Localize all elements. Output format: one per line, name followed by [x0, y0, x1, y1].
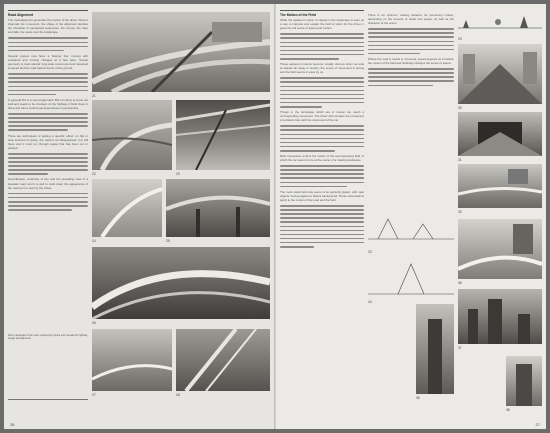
photo-bridge-structure — [176, 100, 270, 170]
paragraph: Where the road is roofed or screened, speed appears as a hazard; the motion of the field and buildings changes the sense of speed. — [368, 56, 454, 66]
photo-road-aerial — [176, 329, 270, 391]
paragraph: There are techniques of getting a specific effect: on flat or slow sections of space, the road is not disappointed, it is still there and it must run through space that has been cut or passed. — [8, 133, 88, 150]
photo-city-road — [458, 44, 542, 104]
right-page — [276, 4, 546, 429]
paragraph: While the apparent motion of objects in the landscape is seen as a way to interpret and explain the field of vision for the driver, it gives the full sense of speed and motion. — [280, 18, 364, 31]
paragraph: Several system now favor a 'flowing' line: moving with sustained and curving changes at a fast pace. Simple geometry is most natural: long wide curves are best traversed at speed and the road follows the lie of the ground. — [8, 53, 88, 71]
paragraph: There is an optimum viewing distance for perceiving motion, depending on the amount of detail and speed, as well as the character of the scene. — [368, 13, 454, 26]
diagram-horizon-trees — [458, 10, 542, 36]
photo-tunnel-view — [458, 112, 542, 156]
section-title: The Motion of the Field — [280, 13, 317, 17]
photo-curved-highway — [92, 247, 270, 319]
left-text-column — [8, 13, 88, 263]
right-text-column-1 — [280, 13, 364, 418]
photo-landscape-road — [92, 329, 172, 391]
photo-freeway-buildings — [458, 219, 542, 279]
photo-highway-interchange — [92, 12, 270, 92]
figure-number: 22 — [92, 172, 96, 176]
column-rule — [280, 10, 364, 11]
column-rule — [8, 10, 88, 11]
diagram-perspective — [368, 259, 454, 299]
paragraph: In general this is a sound approach. But it is likely to come out well and needs to be checked. At the highway it finds clues in three and has a continuous dependence in perspective. — [8, 97, 88, 110]
figure-number: 30 — [458, 106, 462, 110]
figure-number: 21 — [92, 94, 96, 98]
figure-number: 29 — [458, 37, 462, 41]
photo-tower — [416, 304, 454, 394]
figure-number: 34 — [368, 300, 372, 304]
figure-number: 37 — [458, 346, 462, 350]
paragraph: Nevertheless, continuity of line and the prevailing view of a pleasant road, and it is well to mark down the appearance of the road as it is seen by the driver. — [8, 177, 88, 190]
figure-number: 35 — [416, 396, 420, 400]
figure-number: 33 — [368, 250, 372, 254]
footnote: Note: Landscape of the road, engineering reports and manuals for highway design and alignment. — [8, 334, 88, 340]
figure-number: 32 — [458, 210, 462, 214]
section-title: Road Alignment — [8, 13, 34, 17]
page-number: 27 — [535, 422, 540, 427]
figure-number: 26 — [92, 321, 96, 325]
right-text-column-2 — [368, 13, 454, 213]
figure-number: 25 — [166, 239, 170, 243]
diagram-strip — [8, 399, 88, 419]
photo-building-detail — [506, 356, 542, 406]
figure-number: 31 — [458, 158, 462, 162]
photo-waterfront-road — [458, 164, 542, 208]
figure-number: 23 — [176, 172, 180, 176]
figure-number: 36 — [458, 281, 462, 285]
photo-road-skyline — [458, 289, 542, 344]
page-number: 26 — [10, 422, 15, 427]
photo-road-cut — [92, 179, 162, 237]
figure-number: 28 — [176, 393, 180, 397]
figure-number: 27 — [92, 393, 96, 397]
figure-number: 24 — [92, 239, 96, 243]
figure-number: 38 — [506, 408, 510, 412]
paragraph: The most usual field may seem to be perfectly plastic, with near objects moving against a distant background. These observations apply to the motion of the road and the field. — [280, 189, 364, 202]
diagram-motion-field — [368, 209, 454, 249]
photo-overpass — [166, 179, 270, 237]
paragraph: Things in the landscape which are in motion too reach a corresponding movement. The driver will compare the movement of a distant train with the movement of his car. — [280, 110, 364, 123]
photo-curving-road — [92, 100, 172, 170]
paragraph: Most impressive of all is the motion of the accompanying field, in which the car seems to be at the center of a rotating landscape. — [280, 154, 364, 163]
paragraph: The road alignment generates the motion of the driver. Since it channels his movement, the shape of the alignment decides the character of perceptual sequences, the curves, the rises and falls, the views over the landscape. — [8, 18, 88, 35]
paragraph: These apparent motions become visually obvious when we look at objects far away or nearby; the sense of movement is strong and the field seems to pass by us. — [280, 62, 364, 75]
left-page — [4, 4, 274, 429]
